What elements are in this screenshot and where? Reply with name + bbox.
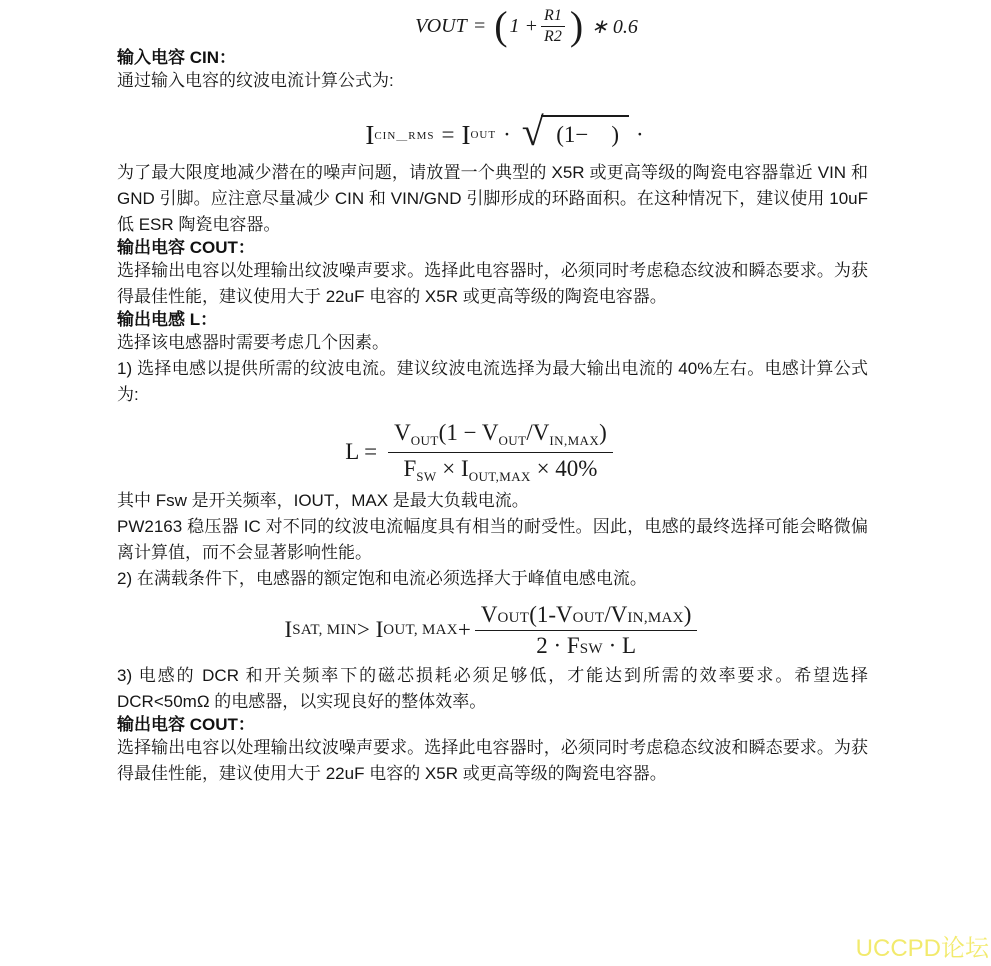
subscript-out: OUT [410, 432, 439, 448]
fraction-numerator [475, 602, 698, 631]
close-paren: ) [599, 419, 607, 445]
radicand: (1− ) [541, 115, 629, 148]
symbol-i: I [461, 119, 471, 150]
fraction-denominator [530, 631, 642, 659]
dot-operator: · [636, 122, 644, 147]
subscript-out: OUT [497, 609, 530, 626]
formula-icin-rms [129, 110, 880, 160]
inductor-item-1: 1) 选择电感以提供所需的纹波电流。建议纹波电流选择为最大输出电流的 40%左右。电感计算公式为: [117, 359, 868, 404]
subscript-out: OUT [498, 432, 527, 448]
close-paren: ) [569, 3, 584, 48]
formula-isat [117, 597, 868, 663]
inductor-note-1: 其中 Fsw 是开关频率，IOUT，MAX 是最大负载电流。 [117, 491, 529, 510]
symbol-i: I [365, 119, 375, 150]
close-paren: ) [683, 601, 692, 627]
fraction-numerator: R1 [541, 7, 565, 27]
subscript-out: OUT [572, 609, 605, 626]
symbol-v: V [480, 601, 498, 627]
denominator-text: × 40% [530, 455, 598, 481]
heading-output-capacitor-cout-2: 输出电容 COUT： [117, 715, 255, 734]
cin-paragraph: 为了最大限度地减少潜在的噪声问题，请放置一个典型的 X5R 或更高等级的陶瓷电容器靠近 VIN 和 GND 引脚。应注意尽量减少 CIN 和 VIN/GND 引脚形成的环路面积。在这种情况下，建议使用 10uF 低 ESR 陶瓷电容器。 [117, 163, 868, 234]
numerator-text: (1 − V [438, 419, 499, 445]
subscript-in-max: IN,MAX [549, 432, 600, 448]
inductor-note-2: PW2163 稳压器 IC 对不同的纹波电流幅度具有相当的耐受性。因此，电感的最终选择可能会略微偏离计算值，而不会显著影响性能。 [117, 517, 868, 562]
radical-sign: √ [521, 109, 544, 154]
heading-input-capacitor-cin: 输入电容 CIN： [117, 48, 236, 67]
subscript-in-max: IN,MAX [627, 609, 684, 626]
denominator-text: 2 · F [536, 632, 580, 658]
formula-inductance-lhs: L = [345, 439, 378, 464]
cout2-paragraph: 选择输出电容以处理输出纹波噪声要求。选择此电容器时，必须同时考虑稳态纹波和瞬态要求。为获得最佳性能，建议使用大于 22uF 电容的 X5R 或更高等级的陶瓷电容器。 [117, 738, 868, 783]
cin-intro-text: 通过输入电容的纹波电流计算公式为: [117, 71, 394, 90]
cout1-paragraph: 选择输出电容以处理输出纹波噪声要求。选择此电容器时，必须同时考虑稳态纹波和瞬态要求。为获得最佳性能，建议使用大于 22uF 电容的 X5R 或更高等级的陶瓷电容器。 [117, 261, 868, 306]
subscript-sw: SW [579, 640, 603, 657]
symbol-v: V [394, 419, 411, 445]
fraction-numerator [388, 420, 613, 453]
open-paren: ( [494, 3, 508, 48]
inductor-intro-text: 选择该电感器时需要考虑几个因素。 [117, 333, 389, 352]
fraction-denominator: R2 [544, 27, 562, 45]
subscript-out: OUT [470, 129, 497, 141]
numerator-text: (1-V [529, 601, 573, 627]
heading-output-inductor-l: 输出电感 L： [117, 310, 218, 329]
formula-vout [151, 4, 902, 48]
heading-output-capacitor-cout: 输出电容 COUT： [117, 238, 255, 257]
plus-sign: + [457, 617, 471, 642]
subscript-sw: SW [416, 468, 437, 484]
subscript-sat-min: SAT, MIN [292, 621, 357, 638]
square-root [521, 109, 629, 155]
denominator-text: · L [602, 632, 637, 658]
formula-vout-lhs: VOUT [415, 14, 467, 37]
denominator-text: × I [436, 455, 469, 481]
fraction-denominator [397, 453, 603, 485]
inductor-item-3: 3) 电感的 DCR 和开关频率下的磁芯损耗必须足够低，才能达到所需的效率要求。希望选择 DCR<50mΩ 的电感器，以实现良好的整体效率。 [117, 666, 868, 711]
numerator-text: /V [604, 601, 628, 627]
greater-than-i: > I [356, 617, 384, 642]
subscript-out-max: OUT, MAX [383, 621, 458, 638]
formula-vout-tail: ∗ 0.6 [591, 15, 638, 38]
subscript-out-max: OUT,MAX [468, 468, 531, 484]
formula-inductance [105, 416, 856, 488]
fraction-inductance [388, 420, 613, 485]
fraction-isat [475, 602, 698, 659]
symbol-f: F [403, 455, 417, 481]
formula-vout-body: 1 + [509, 14, 539, 37]
fraction-r1-r2 [541, 7, 565, 46]
formula-vout-equals: = [472, 14, 487, 37]
inductor-item-2: 2) 在满载条件下，电感器的额定饱和电流必须选择大于峰值电感电流。 [117, 569, 647, 588]
page-content [0, 4, 991, 787]
dot-operator: · [503, 122, 511, 147]
symbol-i: I [284, 617, 293, 642]
forum-watermark: UCCPD论坛 [855, 935, 989, 962]
equals-sign: = [441, 122, 455, 147]
numerator-text: /V [526, 419, 550, 445]
subscript-cin-rms: CIN＿RMS [374, 130, 435, 142]
